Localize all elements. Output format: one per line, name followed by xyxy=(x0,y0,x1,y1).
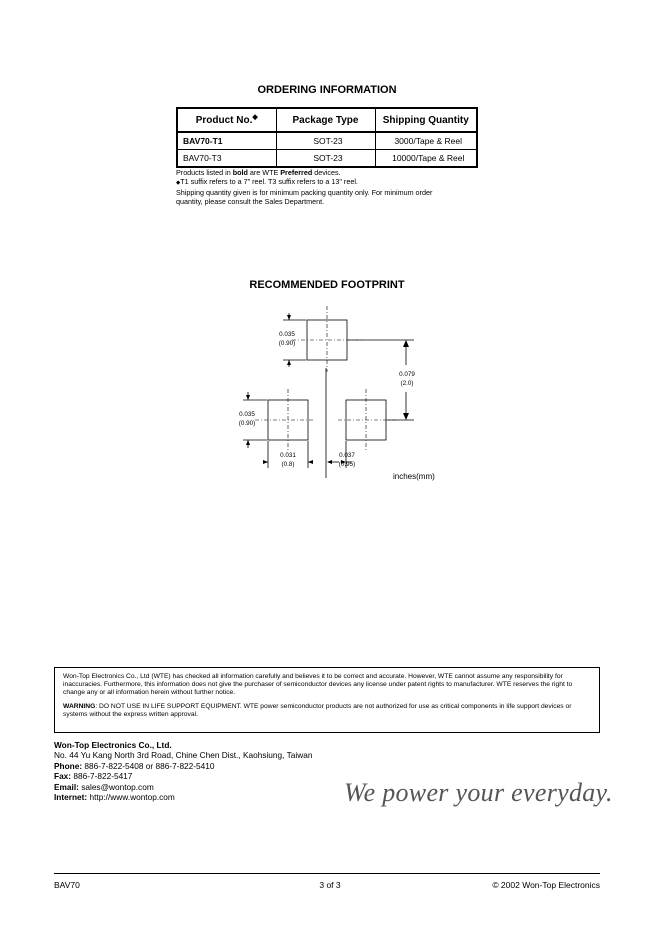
slogan: We power your everyday. xyxy=(344,778,613,807)
dim-pad-width: 0.031 (0.8) xyxy=(280,452,296,468)
diamond-mark-icon: ◆ xyxy=(252,113,258,121)
contact-block xyxy=(54,740,312,802)
cell-package: SOT-23 xyxy=(276,132,375,150)
units-label: inches(mm) xyxy=(393,472,435,481)
header-shipping-quantity: Shipping Quantity xyxy=(375,108,477,132)
footer-part-number: BAV70 xyxy=(54,880,80,890)
cell-product: BAV70-T1 xyxy=(177,132,276,150)
company-name: Won-Top Electronics Co., Ltd. xyxy=(54,740,172,750)
company-fax: Fax: 886-7-822-5417 xyxy=(54,771,133,782)
note-reel-suffix: ◆T1 suffix refers to a 7" reel. T3 suffix refers to a 13" reel. xyxy=(176,177,358,186)
footer-copyright: © 2002 Won-Top Electronics xyxy=(492,880,600,890)
cell-quantity: 3000/Tape & Reel xyxy=(375,132,477,150)
cell-product: BAV70-T3 xyxy=(177,150,276,168)
footprint-title: RECOMMENDED FOOTPRINT xyxy=(249,279,405,291)
note-shipping-cont: quantity, please consult the Sales Department. xyxy=(176,197,325,206)
dim-top-pad-height: 0.035 (0.90) xyxy=(278,331,296,347)
cell-quantity: 10000/Tape & Reel xyxy=(375,150,477,168)
header-product-no: Product No.◆ xyxy=(177,108,276,132)
dim-gap: 0.037 (0.95) xyxy=(338,452,356,468)
note-preferred: Products listed in bold are WTE Preferred devices. xyxy=(176,168,341,177)
company-email: Email: sales@wontop.com xyxy=(54,781,154,792)
company-address: No. 44 Yu Kang North 3rd Road, Chine Chen Dist., Kaohsiung, Taiwan xyxy=(54,750,313,761)
cell-package: SOT-23 xyxy=(276,150,375,168)
note-shipping: Shipping quantity given is for minimum packing quantity only. For minimum order xyxy=(176,188,433,197)
dim-pitch: 0.079 (2.0) xyxy=(399,371,415,387)
footer-page-number: 3 of 3 xyxy=(319,880,341,890)
disclaimer-box xyxy=(54,667,600,733)
footer-rule xyxy=(54,873,600,874)
dim-left-pad-height: 0.035 (0.90) xyxy=(238,411,256,427)
header-package-type: Package Type xyxy=(276,108,375,132)
company-internet: Internet: http://www.wontop.com xyxy=(54,792,175,803)
disclaimer-text: Won-Top Electronics Co., Ltd (WTE) has checked all information carefully and believes it to be correct and accurate. However, WTE cannot assume any responsibility for inaccuracies. Furthermore, this information does not give the purchaser of semiconductor devices any license under patent rights to manufacturer. WTE reserves the right to change any or all information herein without further notice. xyxy=(63,673,573,697)
warning-text: WARNING: DO NOT USE IN LIFE SUPPORT EQUIPMENT. WTE power semiconductor products are not authorized for use as critical components in life support devices or systems without the express written approval. xyxy=(63,702,572,718)
diamond-mark-icon: ◆ xyxy=(176,180,181,186)
company-phone: Phone: 886-7-822-5408 or 886-7-822-5410 xyxy=(54,760,215,771)
ordering-title: ORDERING INFORMATION xyxy=(257,84,397,96)
